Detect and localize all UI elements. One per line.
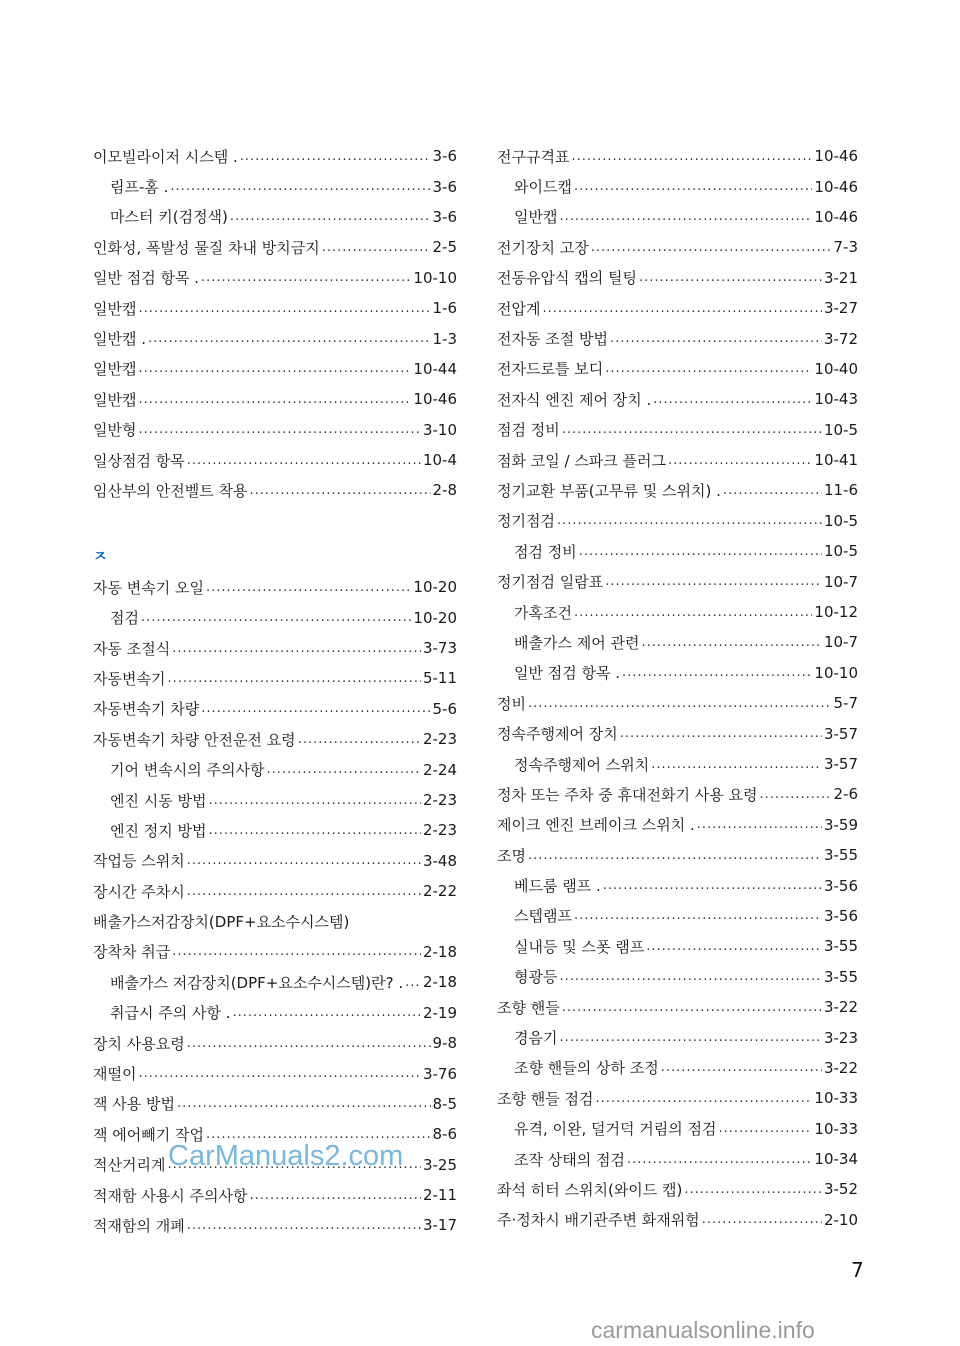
entry-page: 10-20 (413, 578, 457, 597)
leader-dots (542, 301, 821, 316)
watermark-url: carmanualsonline.info (591, 1317, 815, 1343)
entry-title: 유격, 이완, 덜거덕 거림의 점검 (514, 1120, 717, 1139)
entry-page: 10-46 (814, 177, 858, 196)
entry-title: 정속주행제어 스위치 (514, 755, 650, 774)
leader-dots (627, 1152, 812, 1167)
leader-dots (208, 823, 420, 838)
entry-page: 10-44 (413, 359, 457, 378)
entry-page: 10-10 (413, 268, 457, 287)
index-entry (497, 141, 858, 171)
watermark-logo: CarManuals2.com (168, 1140, 404, 1172)
leader-dots (148, 331, 430, 346)
entry-title: 정비 (497, 694, 526, 713)
index-subentry (93, 754, 457, 784)
index-entry (93, 906, 457, 936)
entry-title: 전자드로틀 보디 (497, 360, 604, 379)
leader-dots (172, 944, 421, 959)
entry-title: 일반캡 (93, 390, 137, 409)
leader-dots (249, 483, 430, 498)
index-entry (93, 323, 457, 353)
leader-dots (622, 665, 812, 680)
entry-title: 자동 조절식 (93, 639, 171, 658)
entry-page: 2-11 (422, 1186, 457, 1205)
entry-page: 10-46 (814, 207, 858, 226)
leader-dots (574, 908, 822, 923)
leader-dots (167, 671, 421, 686)
index-entry (93, 633, 457, 663)
leader-dots (653, 392, 812, 407)
entry-title: 전자식 엔진 제어 장치 . (497, 390, 652, 409)
entry-page: 3-55 (823, 967, 858, 986)
leader-dots (187, 884, 421, 899)
entry-page: 10-5 (823, 511, 858, 530)
entry-page: 2-5 (432, 238, 457, 257)
entry-title: 베드룸 램프 . (514, 877, 601, 896)
index-entry (93, 263, 457, 293)
index-entry (497, 810, 858, 840)
leader-dots (610, 331, 822, 346)
leader-dots (684, 1182, 822, 1197)
entry-title: 엔진 시동 방법 (110, 791, 207, 810)
entry-title: 정속주행제어 장치 (497, 725, 618, 744)
leader-dots (208, 793, 420, 808)
entry-page: 3-10 (422, 420, 457, 439)
leader-dots (668, 453, 812, 468)
index-entry (497, 1174, 858, 1204)
leader-dots (697, 817, 822, 832)
leader-dots (702, 1212, 822, 1227)
entry-page: 2-19 (422, 1003, 457, 1022)
entry-page: 3-55 (823, 937, 858, 956)
page-number: 7 (851, 1258, 864, 1282)
index-subentry (497, 627, 858, 657)
entry-page: 2-23 (422, 821, 457, 840)
index-entry (497, 445, 858, 475)
entry-page: 2-10 (823, 1210, 858, 1229)
entry-title: 마스터 키(검정색) (110, 208, 228, 227)
index-entry (93, 1210, 457, 1240)
entry-page: 10-33 (814, 1119, 858, 1138)
entry-page: 10-41 (814, 451, 858, 470)
entry-page: 10-4 (422, 451, 457, 470)
index-block-i (93, 141, 457, 506)
entry-title: 주·정차시 배기관주변 화재위험 (497, 1211, 700, 1230)
index-entry (497, 566, 858, 596)
leader-dots (322, 240, 431, 255)
leader-dots (230, 209, 431, 224)
entry-page: 10-5 (823, 420, 858, 439)
entry-title: 정기점검 (497, 512, 555, 531)
index-subentry (497, 749, 858, 779)
entry-title: 전구규격표 (497, 147, 570, 166)
entry-page: 8-6 (432, 1125, 457, 1144)
leader-dots (759, 787, 831, 802)
index-entry (93, 1028, 457, 1058)
entry-title: 제이크 엔진 브레이크 스위치 . (497, 816, 695, 835)
index-entry (497, 718, 858, 748)
entry-title: 이모빌라이저 시스템 . (93, 147, 238, 166)
index-entry (93, 415, 457, 445)
index-entry (93, 1058, 457, 1088)
index-subentry (497, 597, 858, 627)
leader-dots (201, 701, 430, 716)
entry-page: 3-56 (823, 876, 858, 895)
leader-dots (266, 762, 421, 777)
entry-title: 장시간 주차시 (93, 882, 185, 901)
leader-dots (574, 605, 812, 620)
entry-title: 경음기 (514, 1029, 558, 1048)
entry-title: 적재함의 개폐 (93, 1216, 185, 1235)
index-entry (497, 992, 858, 1022)
entry-title: 인화성, 폭발성 물질 차내 방치금지 (93, 238, 320, 257)
leader-dots (187, 853, 421, 868)
index-entry (497, 506, 858, 536)
leader-dots (240, 149, 431, 164)
entry-title: 엔진 정지 방법 (110, 821, 207, 840)
index-column-left (93, 141, 457, 1241)
entry-title: 장착차 취급 (93, 943, 171, 962)
leader-dots (187, 453, 421, 468)
index-subentry (497, 1114, 858, 1144)
leader-dots (646, 939, 822, 954)
entry-title: 일반캡 (514, 208, 558, 227)
entry-title: 자동변속기 차량 안전운전 요령 (93, 730, 296, 749)
leader-dots (528, 848, 822, 863)
entry-page: 3-23 (823, 1028, 858, 1047)
entry-title: 좌석 히터 스위치(와이드 캡) (497, 1180, 683, 1199)
leader-dots (591, 240, 832, 255)
entry-title: 자동변속기 (93, 669, 166, 688)
index-subentry (497, 931, 858, 961)
entry-page: 2-18 (422, 973, 457, 992)
leader-dots (138, 1066, 420, 1081)
index-entry (497, 779, 858, 809)
index-subentry (497, 1022, 858, 1052)
entry-page: 3-72 (823, 329, 858, 348)
entry-page: 10-5 (823, 542, 858, 561)
index-subentry (497, 536, 858, 566)
entry-title: 일반형 (93, 421, 137, 440)
index-entry (93, 384, 457, 414)
leader-dots (298, 732, 421, 747)
leader-dots (138, 361, 411, 376)
entry-title: 일반캡 (93, 299, 137, 318)
entry-title: 조명 (497, 846, 526, 865)
entry-page: 11-6 (823, 481, 858, 500)
leader-dots (201, 270, 411, 285)
index-entry (497, 323, 858, 353)
entry-title: 조향 핸들 (497, 998, 560, 1017)
entry-page: 9-8 (432, 1034, 457, 1053)
leader-dots (603, 878, 822, 893)
entry-title: 스텝램프 (514, 907, 572, 926)
entry-title: 일반캡 (93, 360, 137, 379)
index-entry (93, 572, 457, 602)
index-entry (93, 937, 457, 967)
entry-page: 10-34 (814, 1150, 858, 1169)
entry-page: 3-25 (422, 1155, 457, 1174)
leader-dots (595, 1091, 812, 1106)
index-entry (497, 354, 858, 384)
entry-page: 1-3 (432, 329, 457, 348)
index-entry (93, 232, 457, 262)
entry-title: 전동유압식 캡의 틸팅 (497, 269, 637, 288)
leader-dots (559, 969, 821, 984)
index-subentry (497, 1144, 858, 1174)
index-subentry (93, 171, 457, 201)
entry-title: 장치 사용요령 (93, 1034, 185, 1053)
entry-page: 5-7 (833, 694, 858, 713)
index-entry (93, 846, 457, 876)
index-entry (497, 415, 858, 445)
entry-page: 3-21 (823, 268, 858, 287)
leader-dots (605, 361, 812, 376)
entry-page: 3-55 (823, 846, 858, 865)
entry-page: 10-12 (814, 603, 858, 622)
entry-title: 점화 코일 / 스파크 플러그 (497, 451, 667, 470)
leader-dots (141, 610, 411, 625)
entry-page: 2-23 (422, 730, 457, 749)
entry-page: 3-76 (422, 1064, 457, 1083)
entry-title: 잭 에어빼기 작업 (93, 1125, 204, 1144)
section-letter: ㅈ (93, 547, 108, 566)
index-column-right (497, 141, 858, 1235)
entry-page: 3-48 (422, 851, 457, 870)
index-subentry (93, 815, 457, 845)
index-entry (497, 1205, 858, 1235)
index-entry (93, 1089, 457, 1119)
entry-page: 10-10 (814, 663, 858, 682)
entry-page: 2-8 (432, 481, 457, 500)
index-subentry (497, 202, 858, 232)
entry-page: 10-46 (814, 147, 858, 166)
entry-title: 배출가스 제어 관련 (514, 633, 640, 652)
leader-dots (170, 179, 430, 194)
entry-title: 기어 변속시의 주의사항 (110, 761, 265, 780)
index-entry (497, 293, 858, 323)
leader-dots (719, 1121, 813, 1136)
index-entry (93, 876, 457, 906)
entry-page: 10-43 (814, 390, 858, 409)
index-subentry (497, 658, 858, 688)
leader-dots (639, 270, 822, 285)
entry-title: 와이드캡 (514, 178, 572, 197)
leader-dots (528, 696, 832, 711)
leader-dots (249, 1188, 421, 1203)
entry-title: 점검 (110, 609, 139, 628)
index-entry (93, 1180, 457, 1210)
leader-dots (138, 301, 430, 316)
index-entry (497, 1083, 858, 1113)
entry-page: 3-6 (432, 147, 457, 166)
entry-title: 조향 핸들의 상하 조정 (514, 1059, 659, 1078)
index-entry (93, 354, 457, 384)
entry-page: 7-3 (833, 238, 858, 257)
leader-dots (559, 209, 812, 224)
entry-page: 10-33 (814, 1089, 858, 1108)
entry-title: 배출가스 저감장치(DPF+요소수시스템)란? . (110, 973, 404, 992)
index-entry (93, 475, 457, 505)
index-entry (93, 694, 457, 724)
entry-page: 3-6 (432, 177, 457, 196)
leader-dots (620, 726, 822, 741)
index-subentry (497, 901, 858, 931)
index-entry (93, 663, 457, 693)
entry-title: 정기점검 일람표 (497, 573, 604, 592)
index-subentry (93, 998, 457, 1028)
entry-title: 정차 또는 주차 중 휴대전화기 사용 요령 (497, 785, 758, 804)
entry-page: 3-27 (823, 299, 858, 318)
index-subentry (497, 171, 858, 201)
index-entry (497, 688, 858, 718)
entry-page: 3-17 (422, 1216, 457, 1235)
entry-page: 3-52 (823, 1180, 858, 1199)
entry-page: 10-7 (823, 572, 858, 591)
entry-title: 일반캡 . (93, 330, 147, 349)
entry-title: 전압계 (497, 299, 541, 318)
index-subentry (93, 785, 457, 815)
entry-title: 조향 핸들 점검 (497, 1089, 594, 1108)
leader-dots (641, 635, 821, 650)
leader-dots (138, 392, 411, 407)
index-entry (93, 445, 457, 475)
entry-title: 조작 상태의 점검 (514, 1150, 625, 1169)
entry-title: 정기교환 부품(고무류 및 스위치) . (497, 481, 721, 500)
entry-title: 림프-홈 . (110, 178, 169, 197)
entry-title: 자동 변속기 오일 (93, 578, 204, 597)
index-entry (497, 232, 858, 262)
leader-dots (651, 757, 822, 772)
entry-title: 점검 정비 (514, 542, 577, 561)
entry-title: 작업등 스위치 (93, 852, 185, 871)
index-entry (497, 475, 858, 505)
entry-title: 적산거리계 (93, 1156, 166, 1175)
entry-page: 2-23 (422, 791, 457, 809)
entry-title: 일반 점검 항목 . (514, 664, 621, 683)
leader-dots (405, 975, 421, 990)
entry-title: 전기장치 고장 (497, 238, 589, 257)
entry-page: 3-57 (823, 724, 858, 743)
entry-title: 자동변속기 차량 (93, 700, 200, 719)
index-block-j-continued (497, 141, 858, 1235)
index-subentry (93, 202, 457, 232)
entry-page: 1-6 (432, 299, 457, 318)
entry-title: 배출가스저감장치(DPF+요소수시스템) (93, 913, 350, 932)
entry-title: 적재함 사용시 주의사항 (93, 1186, 248, 1205)
leader-dots (571, 149, 812, 164)
index-entry (93, 141, 457, 171)
leader-dots (187, 1218, 421, 1233)
index-subentry (93, 602, 457, 632)
entry-page: 2-18 (422, 942, 457, 961)
entry-page: 2-6 (833, 785, 858, 804)
entry-title: 전자동 조절 방법 (497, 330, 608, 349)
entry-title: 임산부의 안전벨트 착용 (93, 481, 248, 500)
entry-page: 5-6 (432, 699, 457, 718)
entry-page: 3-73 (422, 639, 457, 658)
index-entry (497, 840, 858, 870)
entry-page: 3-22 (823, 998, 858, 1017)
entry-title: 잭 사용 방법 (93, 1095, 175, 1114)
leader-dots (562, 1000, 822, 1015)
index-entry (93, 724, 457, 754)
entry-page: 10-7 (823, 633, 858, 652)
entry-title: 형광등 (514, 968, 558, 987)
entry-page: 10-20 (413, 608, 457, 627)
entry-page: 3-6 (432, 207, 457, 226)
leader-dots (562, 422, 822, 437)
leader-dots (557, 513, 822, 528)
leader-dots (233, 1005, 421, 1020)
leader-dots (559, 1030, 821, 1045)
entry-title: 취급시 주의 사항 . (110, 1004, 231, 1023)
leader-dots (206, 580, 411, 595)
entry-title: 일상점검 항목 (93, 451, 185, 470)
leader-dots (579, 544, 822, 559)
index-subentry (497, 962, 858, 992)
leader-dots (172, 641, 421, 656)
leader-dots (574, 179, 812, 194)
entry-page: 2-22 (422, 882, 457, 901)
leader-dots (723, 483, 822, 498)
entry-page: 8-5 (432, 1094, 457, 1113)
entry-page: 3-56 (823, 906, 858, 925)
leader-dots (177, 1096, 431, 1111)
leader-dots (187, 1036, 431, 1051)
index-entry (497, 384, 858, 414)
index-entry (93, 293, 457, 323)
index-entry (497, 263, 858, 293)
leader-dots (661, 1060, 822, 1075)
entry-page: 5-11 (422, 669, 457, 688)
entry-page: 3-59 (823, 815, 858, 834)
entry-title: 일반 점검 항목 . (93, 269, 200, 288)
index-subentry (497, 870, 858, 900)
index-subentry (93, 967, 457, 997)
entry-page: 2-24 (422, 760, 457, 779)
entry-page: 10-46 (413, 390, 457, 409)
leader-dots (605, 574, 822, 589)
entry-page: 3-22 (823, 1058, 858, 1077)
entry-title: 가혹조건 (514, 603, 572, 622)
entry-page: 3-57 (823, 755, 858, 773)
entry-title: 점검 정비 (497, 421, 560, 440)
entry-title: 재떨이 (93, 1065, 137, 1084)
entry-title: 실내등 및 스폿 램프 (514, 937, 645, 956)
entry-page: 10-40 (814, 359, 858, 378)
leader-dots (138, 422, 420, 437)
index-subentry (497, 1053, 858, 1083)
